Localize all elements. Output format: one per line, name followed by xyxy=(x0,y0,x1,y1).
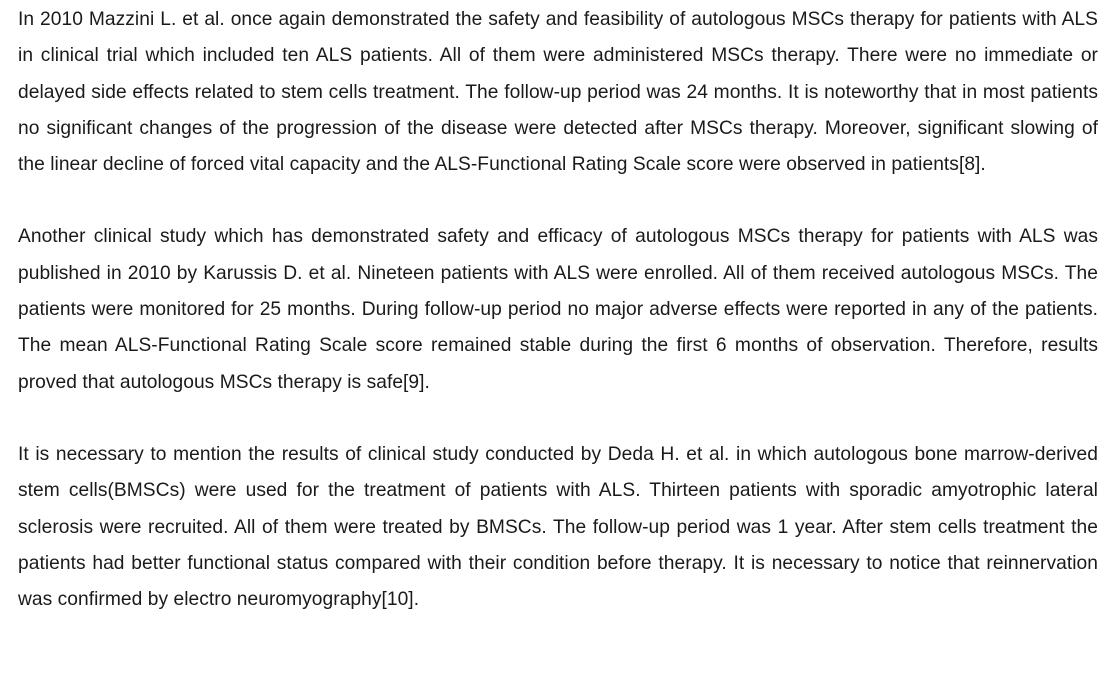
document-body xyxy=(18,2,1098,618)
paragraph-deda-study: It is necessary to mention the results of clinical study conducted by Deda H. et al. in which autologous bone marrow-derived stem cells(BMSCs) were used for the treatment of patients with ALS. Thirteen patients with sporadic amyotrophic lateral sclerosis were recruited. All of them were treated by BMSCs. The follow-up period was 1 year. After stem cells treatment the patients had better functional status compared with their condition before therapy. It is necessary to notice that reinnervation was confirmed by electro neuromyography[10]. xyxy=(18,443,1098,611)
paragraph-mazzini-study: In 2010 Mazzini L. et al. once again demonstrated the safety and feasibility of autologous MSCs therapy for patients with ALS in clinical trial which included ten ALS patients. All of them were administered MSCs therapy. There were no immediate or delayed side effects related to stem cells treatment. The follow-up period was 24 months. It is noteworthy that in most patients no significant changes of the progression of the disease were detected after MSCs therapy. Moreover, significant slowing of the linear decline of forced vital capacity and the ALS-Functional Rating Scale score were observed in patients[8]. xyxy=(18,9,1098,176)
paragraph-karussis-study: Another clinical study which has demonstrated safety and efficacy of autologous MSCs therapy for patients with ALS was published in 2010 by Karussis D. et al. Nineteen patients with ALS were enrolled. All of them received autologous MSCs. The patients were monitored for 25 months. During follow-up period no major adverse effects were reported in any of the patients. The mean ALS-Functional Rating Scale score remained stable during the first 6 months of observation. Therefore, results proved that autologous MSCs therapy is safe[9]. xyxy=(18,226,1098,393)
